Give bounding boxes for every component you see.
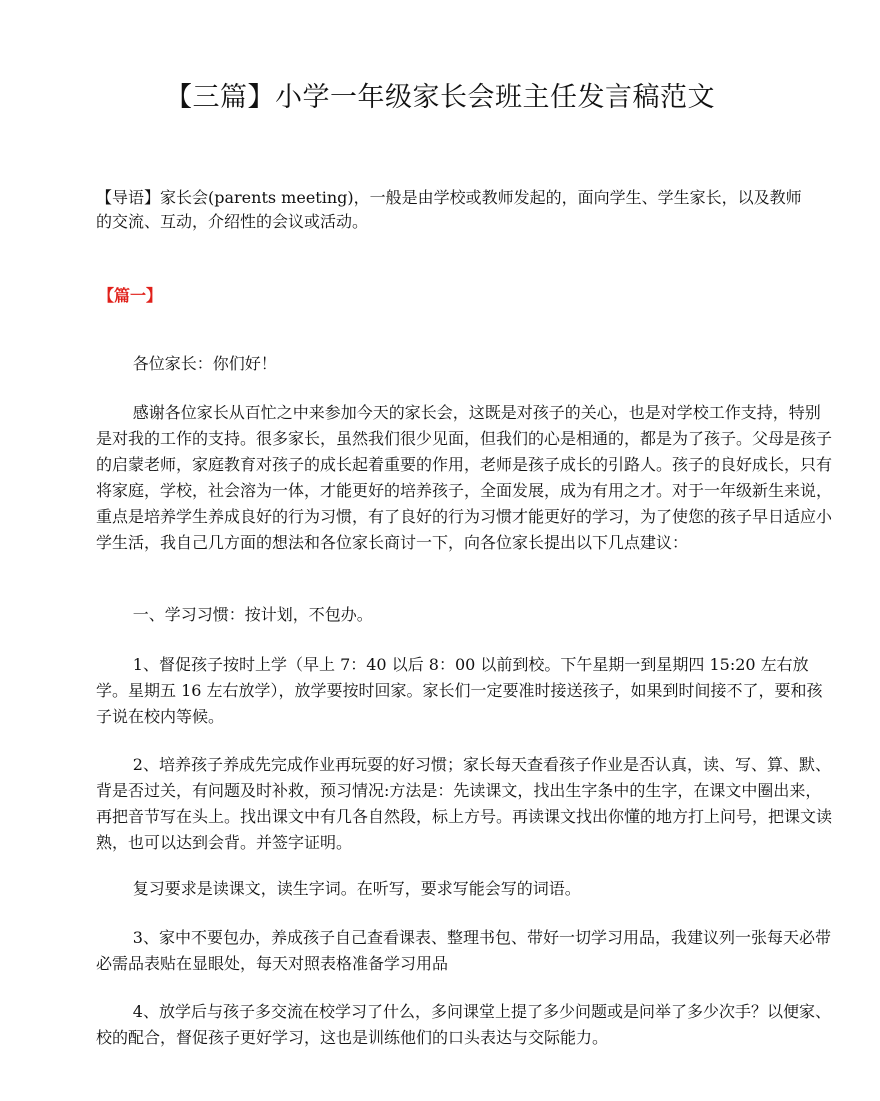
intro-paragraph: 【导语】家长会(parents meeting)，一般是由学校或教师发起的，面向学生、学生家长，以及教师的交流、互动，介绍性的会议或活动。 xyxy=(96,188,802,231)
body-paragraph-1: 感谢各位家长从百忙之中来参加今天的家长会，这既是对孩子的关心，也是对学校工作支持，特别是对我的工作的支持。很多家长，虽然我们很少见面，但我们的心是相通的，都是为了孩子。父母是孩子的启蒙老师，家庭教育对孩子的成长起着重要的作用，老师是孩子成长的引路人。孩子的良好成长，只有将家庭，学校，社会溶为一体，才能更好的培养孩子，全面发展，成为有用之才。对于一年级新生来说，重点是培养学生养成良好的行为习惯，有了良好的行为习惯才能更好的学习，为了使您的孩子早日适应小学生活，我自己几方面的想法和各位家长商讨一下，向各位家长提出以下几点建议： xyxy=(96,403,833,552)
list-item-3: 3、家中不要包办，养成孩子自己查看课表、整理书包、带好一切学习用品，我建议列一张每天必带必需品表贴在显眼处，每天对照表格准备学习用品 xyxy=(96,928,831,973)
list-item-1: 1、督促孩子按时上学（早上 7：40 以后 8：00 以前到校。下午星期一到星期四 15:20 左右放学。星期五 16 左右放学），放学要按时回家。家长们一定要准时接送孩子，如果到时间接不了，要和孩子说在校内等候。 xyxy=(96,655,823,726)
subheading-study-habits: 一、学习习惯：按计划，不包办。 xyxy=(132,605,373,624)
section-heading: 【篇一】 xyxy=(98,286,163,305)
review-paragraph: 复习要求是读课文，读生字词。在听写，要求写能会写的词语。 xyxy=(132,879,581,898)
document-title: 【三篇】小学一年级家长会班主任发言稿范文 xyxy=(165,82,715,113)
greeting-paragraph: 各位家长：你们好！ xyxy=(132,354,277,373)
list-item-2: 2、培养孩子养成先完成作业再玩耍的好习惯；家长每天查看孩子作业是否认真，读、写、算、默、背是否过关，有问题及时补救，预习情况:方法是：先读课文，找出生字条中的生字，在课文中圈出来，再把音节写在头上。找出课文中有几各自然段，标上方号。再读课文找出你懂的地方打上问号，把课文读熟，也可以达到会背。并签字证明。 xyxy=(96,755,833,852)
list-item-4: 4、放学后与孩子多交流在校学习了什么，多问课堂上提了多少问题或是问举了多少次手？以便家、校的配合，督促孩子更好学习，这也是训练他们的口头表达与交际能力。 xyxy=(96,1002,831,1047)
